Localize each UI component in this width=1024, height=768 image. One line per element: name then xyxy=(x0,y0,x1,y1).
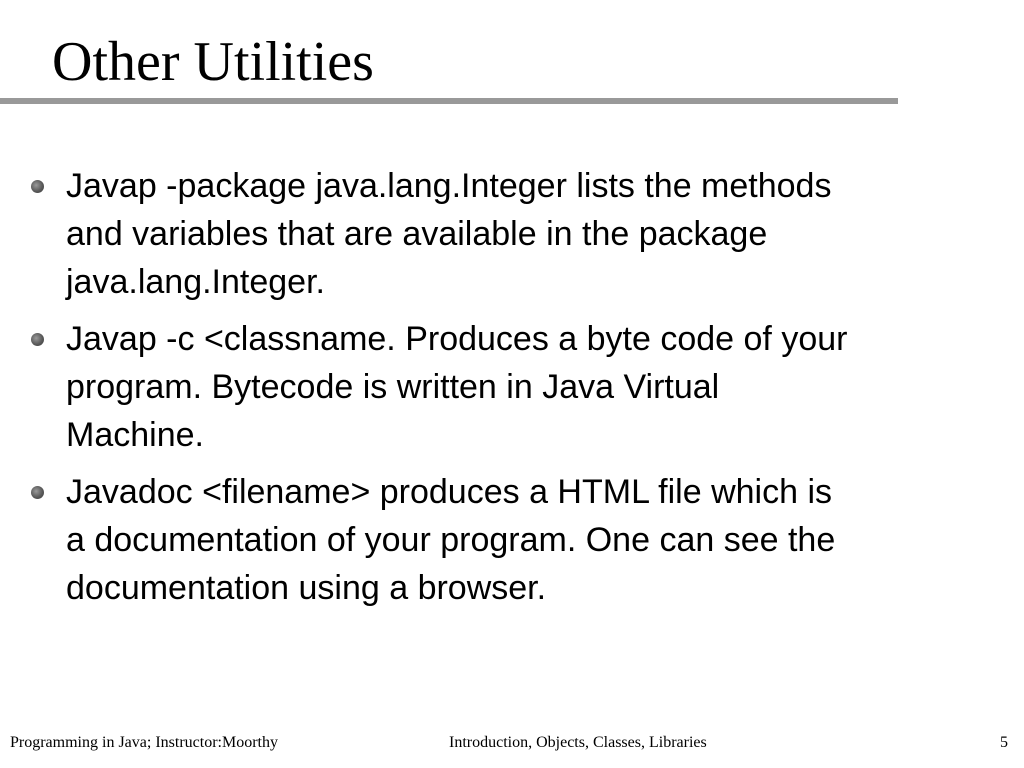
page-number: 5 xyxy=(1000,734,1008,751)
bullet-icon xyxy=(30,468,66,516)
title-divider xyxy=(0,98,898,104)
bullet-line: java.lang.Integer. xyxy=(66,263,325,301)
bullet-list xyxy=(30,162,990,621)
bullet-item-javap-package xyxy=(30,162,990,306)
bullet-line: a documentation of your program. One can see the xyxy=(66,521,836,559)
bullet-line: and variables that are available in the package xyxy=(66,215,768,253)
bullet-text xyxy=(66,315,990,459)
bullet-line: Javap -c <classname. Produces a byte code of your xyxy=(66,320,848,358)
bullet-icon xyxy=(30,315,66,363)
bullet-line: Javap -package java.lang.Integer lists the methods xyxy=(66,167,832,205)
footer-course-info: Programming in Java; Instructor:Moorthy xyxy=(10,734,278,751)
bullet-line: program. Bytecode is written in Java Virtual xyxy=(66,368,720,406)
bullet-text xyxy=(66,468,990,612)
bullet-icon xyxy=(30,162,66,210)
bullet-line: documentation using a browser. xyxy=(66,569,547,607)
bullet-line: Machine. xyxy=(66,416,204,454)
footer-topic: Introduction, Objects, Classes, Libraries xyxy=(449,734,707,751)
bullet-item-javadoc xyxy=(30,468,990,612)
bullet-text xyxy=(66,162,990,306)
bullet-item-javap-c xyxy=(30,315,990,459)
slide-title: Other Utilities xyxy=(52,31,374,93)
bullet-line: Javadoc <filename> produces a HTML file which is xyxy=(66,473,832,511)
